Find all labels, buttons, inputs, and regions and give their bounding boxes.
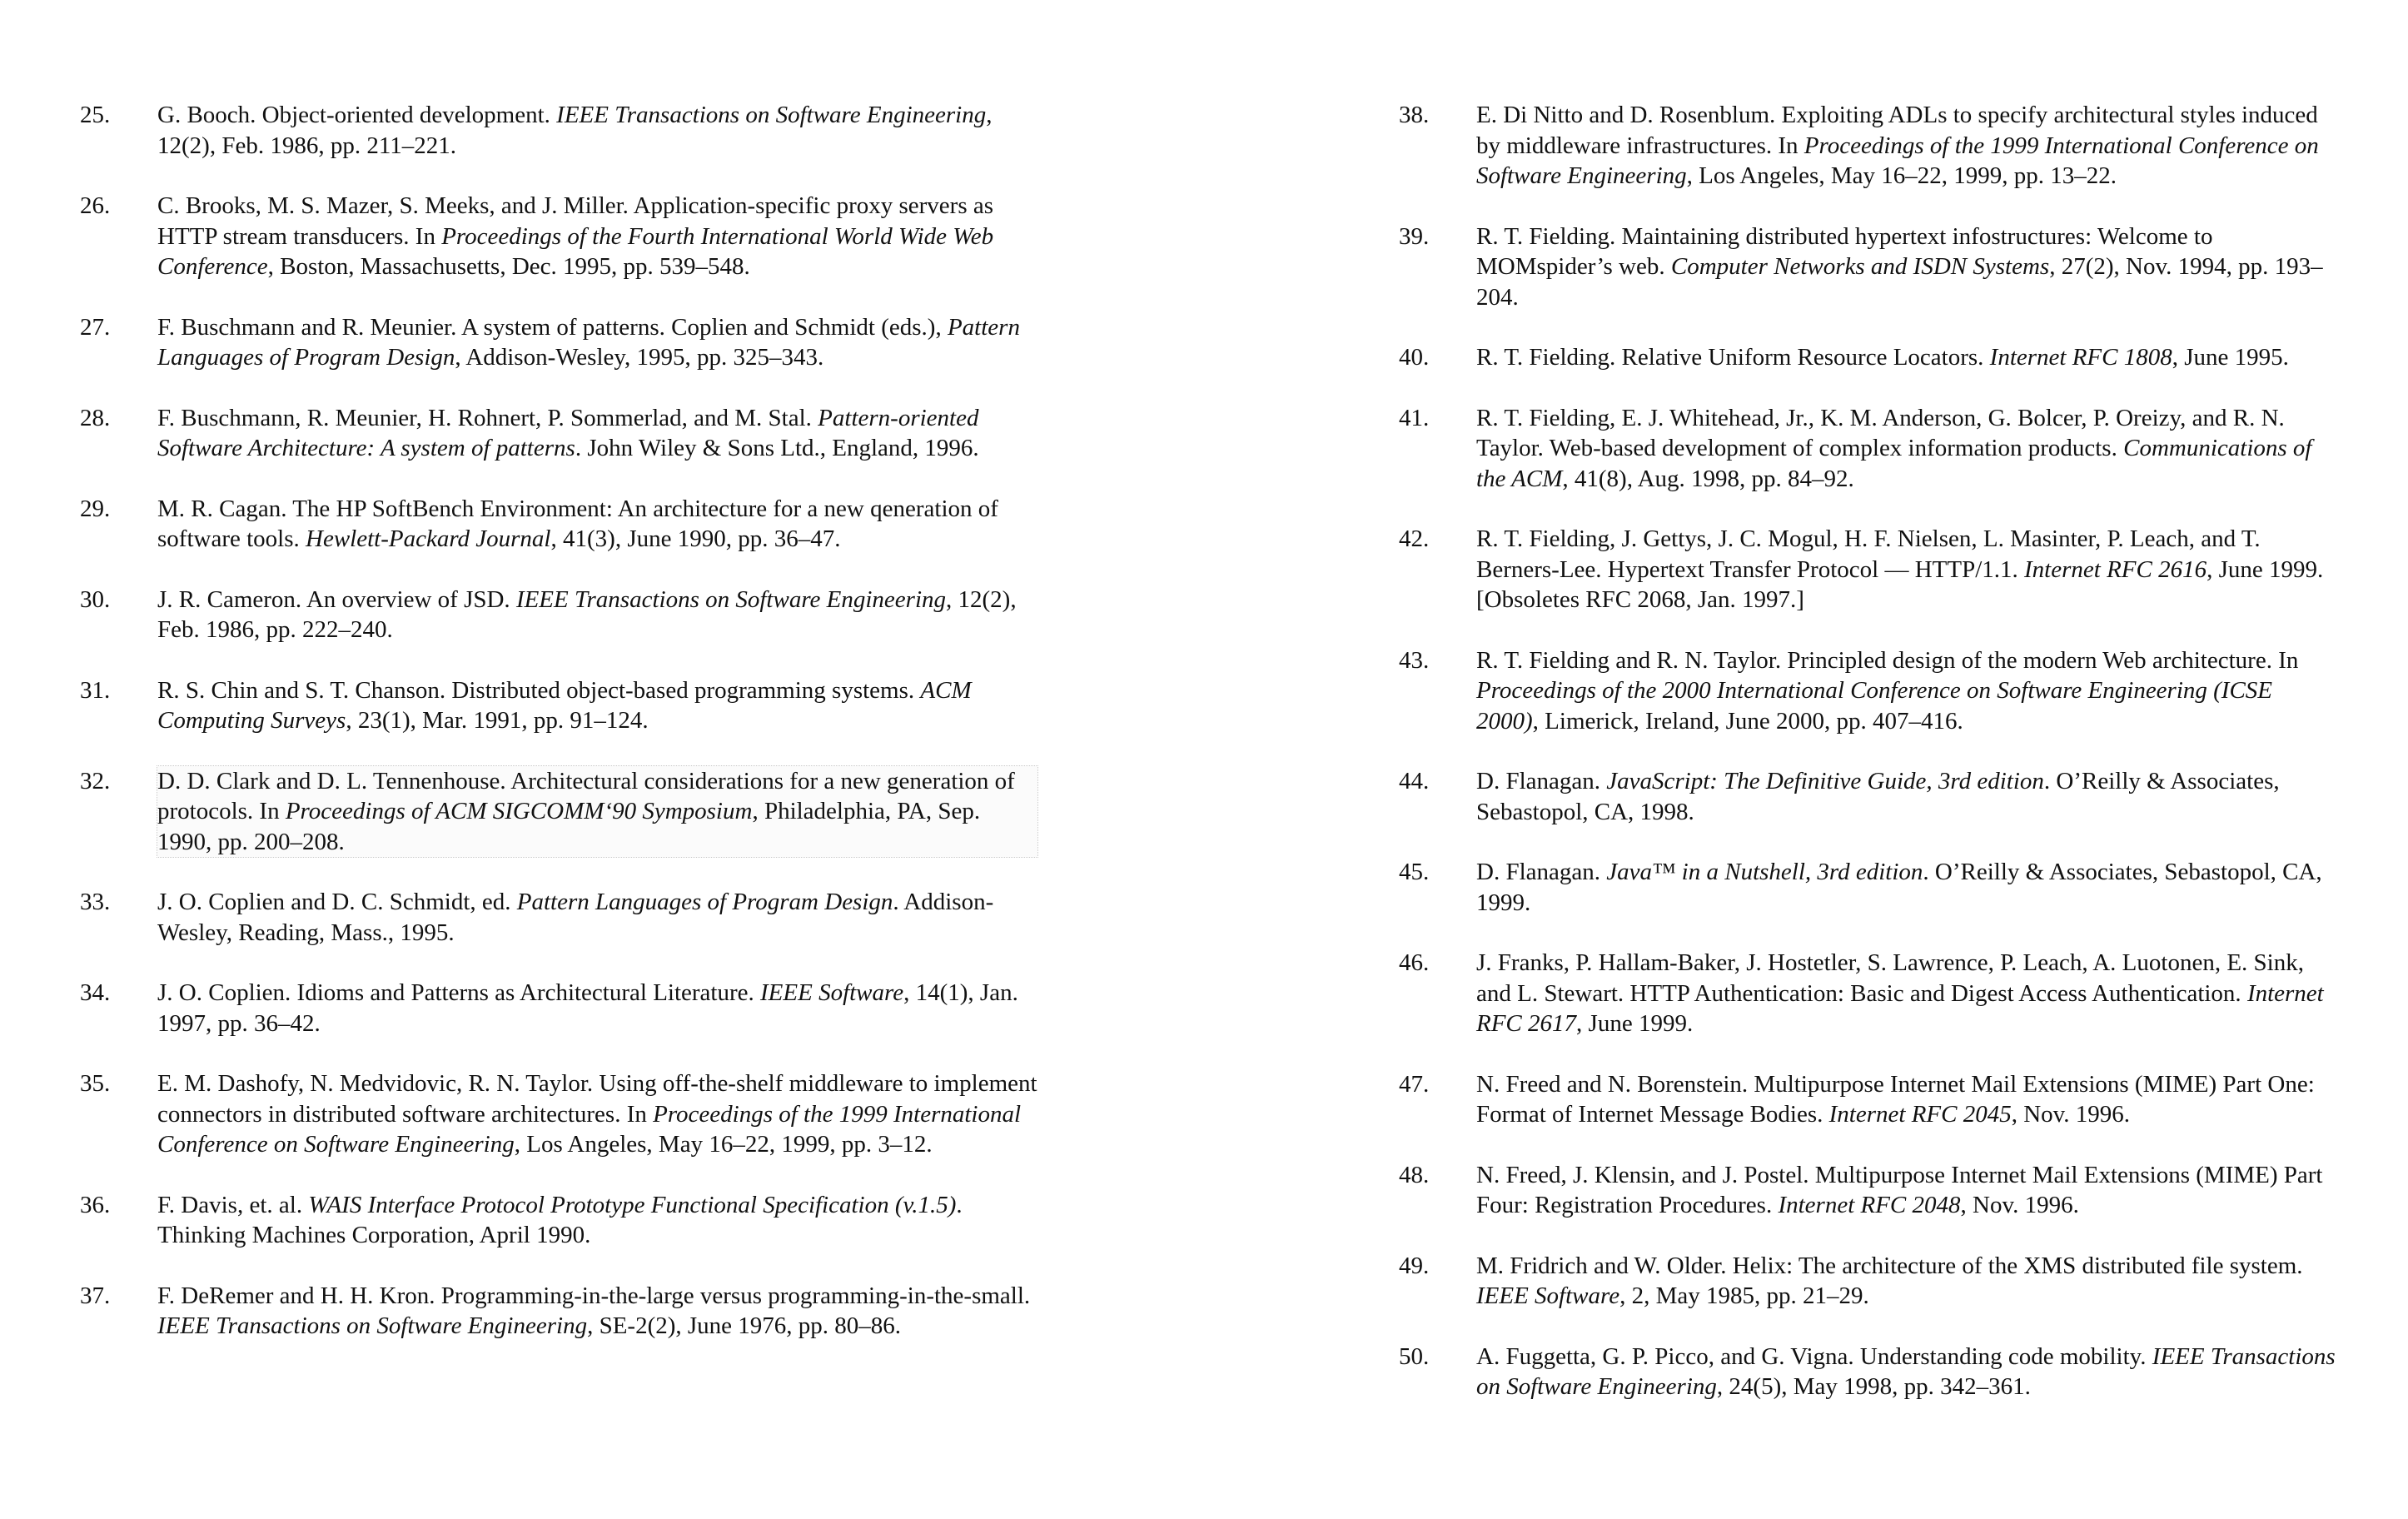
reference-number: 47.	[1399, 1070, 1430, 1098]
reference-title-italic: Proceedings of ACM SIGCOMM‘90 Symposium	[285, 798, 753, 824]
reference-text	[157, 100, 1037, 161]
reference-text-part: . John Wiley & Sons Ltd., England, 1996.	[575, 435, 979, 461]
reference-text-part: , June 1995.	[2172, 344, 2289, 371]
reference-text-part: J. O. Coplien and D. C. Schmidt, ed.	[157, 889, 517, 915]
reference-text-part: , Los Angeles, May 16–22, 1999, pp. 3–12.	[514, 1131, 933, 1158]
reference-text	[157, 978, 1037, 1038]
reference-number: 28.	[80, 404, 111, 431]
reference-title-italic: Internet RFC 2616	[2024, 555, 2207, 583]
reference-title-italic: JavaScript: The Definitive Guide, 3rd edition	[1606, 768, 2044, 794]
reference-text-part: G. Booch. Object-oriented development.	[157, 102, 557, 128]
reference-text-part: A. Fuggetta, G. P. Picco, and G. Vigna. Understanding code mobility.	[1476, 1342, 2152, 1370]
reference-title-italic: IEEE Transactions on Software Engineering	[515, 585, 947, 613]
reference-text	[1476, 857, 2340, 918]
reference-number: 45.	[1399, 859, 1430, 885]
reference-text	[1476, 524, 2340, 615]
reference-entry	[80, 887, 1037, 948]
reference-title-italic: Java™ in a Nutshell, 3rd edition	[1606, 859, 1923, 885]
reference-number: 36.	[80, 1191, 111, 1218]
reference-entry	[80, 494, 1037, 555]
reference-number: 48.	[1399, 1161, 1430, 1188]
reference-text-part: D. Flanagan.	[1476, 859, 1607, 885]
reference-text-part: R. T. Fielding, E. J. Whitehead, Jr., K. M. Anderson, G. Bolcer, P. Oreizy, and R. N. Taylor. Web-based development of complex information products.	[1476, 404, 2285, 461]
reference-entry	[80, 1068, 1037, 1160]
reference-number: 34.	[80, 979, 111, 1006]
reference-title-italic: ACM Computing Surveys	[157, 676, 972, 734]
reference-text-part: E. M. Dashofy, N. Medvidovic, R. N. Taylor. Using off-the-shelf middleware to implement connectors in distributed software architectures. In	[157, 1070, 1037, 1128]
reference-text-part: , Nov. 1996.	[2011, 1101, 2131, 1128]
references-column-right	[1399, 100, 2340, 1432]
reference-text	[1476, 342, 2340, 373]
reference-entry	[1399, 1069, 2340, 1130]
reference-text	[157, 312, 1037, 373]
reference-title-italic: Proceedings of the 1999 International Conference on Software Engineering	[157, 1100, 1022, 1158]
reference-text-part: J. O. Coplien. Idioms and Patterns as Architectural Literature.	[157, 979, 761, 1006]
reference-number: 29.	[80, 495, 111, 522]
reference-text-part: R. T. Fielding and R. N. Taylor. Principled design of the modern Web architecture. In	[1476, 646, 2299, 674]
reference-entry	[80, 403, 1037, 464]
reference-text-part: E. Di Nitto and D. Rosenblum. Exploiting ADLs to specify architectural styles induced by middleware infrastructures. In	[1476, 102, 2318, 159]
reference-text-part: C. Brooks, M. S. Mazer, S. Meeks, and J. Miller. Application-specific proxy servers as HTTP stream transducers. In	[157, 192, 994, 250]
reference-title-italic: IEEE Software	[1476, 1282, 1620, 1309]
reference-text-part: R. T. Fielding. Maintaining distributed hypertext infostructures: Welcome to MOMspider’s web.	[1476, 222, 2213, 280]
reference-entry	[1399, 1160, 2340, 1221]
reference-text-part: , 12(2), Feb. 1986, pp. 211–221.	[157, 102, 993, 159]
reference-text	[1476, 1069, 2340, 1130]
reference-text-part: , 12(2), Feb. 1986, pp. 222–240.	[157, 585, 1017, 643]
reference-entry	[1399, 100, 2340, 192]
reference-title-italic: Proceedings of the Fourth International World Wide Web Conference	[157, 222, 994, 280]
reference-text-part: . O’Reilly & Associates, Sebastopol, CA, 1998.	[1476, 768, 2280, 825]
reference-title-italic: IEEE Transactions on Software Engineering	[556, 102, 987, 128]
reference-text-part: , 23(1), Mar. 1991, pp. 91–124.	[346, 707, 649, 734]
reference-title-italic: WAIS Interface Protocol Prototype Functional Specification (v.1.5)	[308, 1191, 957, 1218]
reference-text-part: F. Buschmann and R. Meunier. A system of patterns. Coplien and Schmidt (eds.),	[157, 313, 948, 341]
reference-text	[1476, 1160, 2340, 1221]
reference-entry	[1399, 222, 2340, 313]
reference-entry	[1399, 948, 2340, 1039]
reference-title-italic: Computer Networks and ISDN Systems	[1670, 253, 2050, 280]
reference-title-italic: Internet RFC 2617	[1476, 979, 2324, 1037]
reference-text-part: F. Buschmann, R. Meunier, H. Rohnert, P. Sommerlad, and M. Stal.	[157, 404, 818, 431]
reference-number: 50.	[1399, 1342, 1430, 1370]
reference-entry	[1399, 403, 2340, 495]
reference-text-part: , SE-2(2), June 1976, pp. 80–86.	[587, 1312, 902, 1339]
reference-text-part: D. D. Clark and D. L. Tennenhouse. Architectural considerations for a new generation of protocols. In	[157, 767, 1015, 824]
reference-text	[1476, 403, 2340, 495]
reference-text-part: , June 1999.	[1576, 1010, 1694, 1037]
reference-text-part: , 27(2), Nov. 1994, pp. 193–204.	[1476, 253, 2323, 311]
reference-text	[157, 585, 1037, 645]
reference-title-italic: Hewlett-Packard Journal	[306, 525, 551, 552]
reference-text	[157, 403, 1037, 464]
reference-number: 26.	[80, 192, 111, 219]
reference-number: 35.	[80, 1070, 111, 1097]
reference-number: 31.	[80, 676, 111, 704]
reference-number: 49.	[1399, 1252, 1430, 1279]
reference-text-part: , 2, May 1985, pp. 21–29.	[1619, 1282, 1869, 1309]
reference-text-part: , 24(5), May 1998, pp. 342–361.	[1716, 1373, 2031, 1400]
reference-number: 43.	[1399, 646, 1430, 674]
reference-entry	[80, 312, 1037, 373]
reference-title-italic: Internet RFC 2045	[1828, 1101, 2012, 1128]
reference-entry	[80, 1281, 1037, 1342]
reference-number: 46.	[1399, 949, 1430, 976]
references-column-left	[80, 100, 1037, 1372]
reference-text	[1476, 766, 2340, 827]
reference-text	[157, 675, 1037, 736]
reference-entry	[80, 100, 1037, 161]
reference-title-italic: Pattern-oriented Software Architecture: A system of patterns	[157, 404, 979, 461]
reference-title-italic: Internet RFC 2048	[1778, 1192, 1961, 1218]
reference-text	[157, 1068, 1037, 1160]
reference-number: 42.	[1399, 525, 1430, 552]
reference-entry	[80, 1190, 1037, 1251]
reference-text	[1476, 1342, 2340, 1402]
reference-number: 33.	[80, 889, 111, 915]
reference-entry	[80, 585, 1037, 645]
reference-number: 37.	[80, 1282, 111, 1309]
reference-text[interactable]	[157, 766, 1037, 858]
reference-title-italic: Proceedings of the 1999 International Conference on Software Engineering	[1476, 132, 2319, 189]
reference-text	[1476, 1251, 2340, 1312]
reference-text-part: , 41(3), June 1990, pp. 36–47.	[550, 525, 841, 552]
reference-text-part: , 41(8), Aug. 1998, pp. 84–92.	[1562, 465, 1854, 492]
reference-text	[157, 494, 1037, 555]
reference-title-italic: Pattern Languages of Program Design	[516, 889, 893, 915]
reference-text-part: F. Davis, et. al.	[157, 1191, 309, 1218]
reference-text	[157, 191, 1037, 282]
reference-text	[157, 1281, 1037, 1342]
reference-entry	[1399, 342, 2340, 373]
reference-text-part: N. Freed and N. Borenstein. Multipurpose Internet Mail Extensions (MIME) Part One: Format of Internet Message Bodies.	[1476, 1070, 2315, 1128]
reference-text-part: . Addison-Wesley, Reading, Mass., 1995.	[157, 889, 994, 946]
reference-text-part: F. DeRemer and H. H. Kron. Programming-in-the-large versus programming-in-the-small.	[157, 1282, 1031, 1309]
reference-entry	[80, 766, 1037, 858]
reference-text-part: , Nov. 1996.	[1960, 1192, 2079, 1218]
reference-entry	[1399, 645, 2340, 737]
reference-entry	[1399, 524, 2340, 615]
reference-text-part: R. T. Fielding, J. Gettys, J. C. Mogul, H. F. Nielsen, L. Masinter, P. Leach, and T. Berners-Lee. Hypertext Transfer Protocol — HTTP/1.1.	[1476, 525, 2261, 583]
reference-text	[157, 887, 1037, 948]
reference-text	[1476, 645, 2340, 737]
reference-text-part: M. R. Cagan. The HP SoftBench Environment: An architecture for a new qeneration of software tools.	[157, 495, 998, 552]
reference-entry	[1399, 1342, 2340, 1402]
reference-entry	[80, 675, 1037, 736]
reference-text-part: J. R. Cameron. An overview of JSD.	[157, 585, 516, 613]
reference-number: 25.	[80, 102, 111, 128]
reference-title-italic: IEEE Transactions on Software Engineering	[1476, 1342, 2336, 1400]
reference-text-part: , Boston, Massachusetts, Dec. 1995, pp. 539–548.	[267, 253, 750, 280]
reference-title-italic: IEEE Transactions on Software Engineering	[157, 1312, 588, 1339]
reference-title-italic: Pattern Languages of Program Design	[157, 313, 1020, 371]
reference-text-part: , 14(1), Jan. 1997, pp. 36–42.	[157, 979, 1018, 1037]
reference-text-part: J. Franks, P. Hallam-Baker, J. Hostetler, S. Lawrence, P. Leach, A. Luotonen, E. Sink, and L. Stewart. HTTP Authentication: Basic and Digest Access Authentication.	[1476, 949, 2304, 1007]
reference-text	[157, 1190, 1037, 1251]
reference-text-part: N. Freed, J. Klensin, and J. Postel. Multipurpose Internet Mail Extensions (MIME) Part Four: Registration Procedures.	[1476, 1161, 2323, 1218]
reference-title-italic: Proceedings of the 2000 International Conference on Software Engineering (ICSE 2000)	[1476, 677, 2273, 735]
reference-number: 32.	[80, 767, 111, 794]
reference-entry	[80, 978, 1037, 1038]
reference-entry	[1399, 1251, 2340, 1312]
reference-number: 40.	[1399, 344, 1430, 371]
reference-entry	[1399, 857, 2340, 918]
reference-number: 27.	[80, 313, 111, 341]
reference-entry	[80, 191, 1037, 282]
reference-text	[1476, 222, 2340, 313]
reference-entry	[1399, 766, 2340, 827]
reference-text	[1476, 100, 2340, 192]
reference-text-part: , June 1999. [Obsoletes RFC 2068, Jan. 1997.]	[1476, 555, 2324, 613]
reference-text-part: , Philadelphia, PA, Sep. 1990, pp. 200–208.	[157, 798, 981, 855]
reference-text	[1476, 948, 2340, 1039]
reference-number: 30.	[80, 585, 111, 613]
reference-text-part: , Limerick, Ireland, June 2000, pp. 407–416.	[1532, 707, 1963, 735]
reference-title-italic: Communications of the ACM	[1476, 435, 2312, 492]
reference-text-part: , Los Angeles, May 16–22, 1999, pp. 13–22.	[1686, 162, 2117, 189]
reference-text-part: . Thinking Machines Corporation, April 1990.	[157, 1191, 963, 1248]
reference-title-italic: IEEE Software	[760, 979, 904, 1006]
reference-text-part: R. S. Chin and S. T. Chanson. Distributed object-based programming systems.	[157, 676, 921, 704]
reference-number: 38.	[1399, 102, 1430, 128]
reference-text-part: R. T. Fielding. Relative Uniform Resource Locators.	[1476, 344, 1990, 371]
reference-title-italic: Internet RFC 1808	[1989, 344, 2172, 371]
reference-number: 44.	[1399, 768, 1430, 794]
reference-text-part: M. Fridrich and W. Older. Helix: The architecture of the XMS distributed file system.	[1476, 1252, 2303, 1279]
reference-number: 41.	[1399, 404, 1430, 431]
reference-text-part: . O’Reilly & Associates, Sebastopol, CA, 1999.	[1476, 859, 2322, 916]
reference-text-part: D. Flanagan.	[1476, 768, 1607, 794]
reference-number: 39.	[1399, 222, 1430, 250]
reference-text-part: , Addison-Wesley, 1995, pp. 325–343.	[455, 344, 824, 371]
